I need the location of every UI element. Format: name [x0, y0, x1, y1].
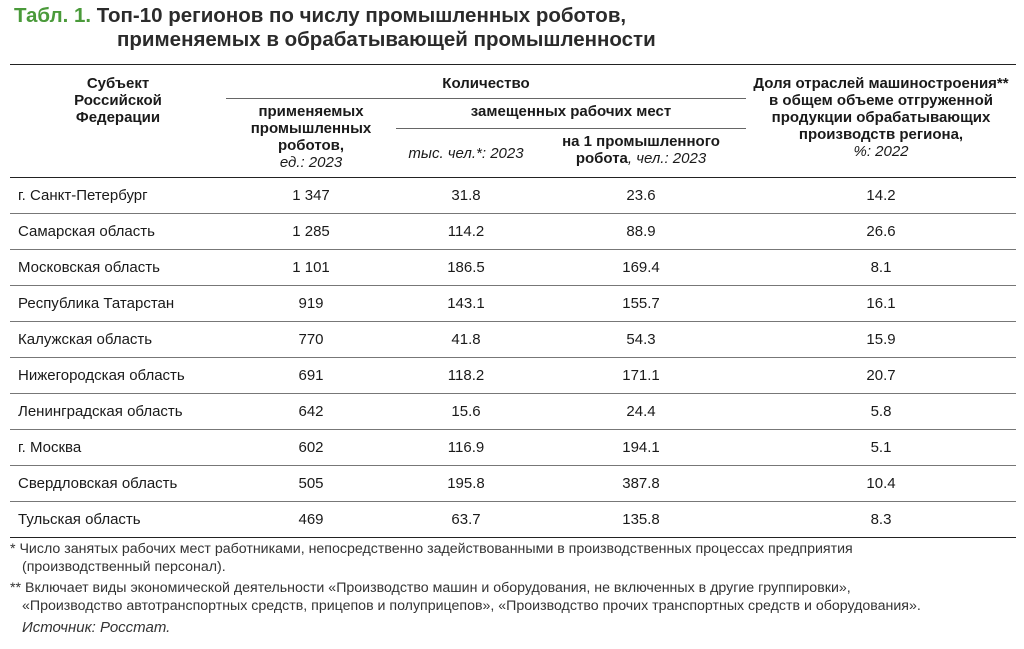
cell-replaced: 114.2 — [447, 222, 485, 240]
cell-per-robot: 169.4 — [622, 258, 660, 276]
cell-share: 20.7 — [866, 366, 896, 384]
cell-region: Ленинградская область — [18, 402, 183, 420]
table-row — [10, 466, 1016, 502]
header-region-line: Федерации — [75, 109, 161, 126]
header-per-robot-word: робота — [575, 150, 628, 168]
cell-region: Свердловская область — [18, 474, 178, 492]
header-region-line: Субъект — [86, 75, 150, 92]
cell-robots: 505 — [298, 474, 324, 492]
header-thousand-unit: тыс. чел.*: 2023 — [408, 144, 524, 162]
cell-robots: 919 — [298, 294, 324, 312]
cell-share: 14.2 — [866, 186, 896, 204]
header-per-robot-line: на 1 промышленного — [562, 133, 720, 151]
cell-region: Нижегородская область — [18, 366, 185, 384]
header-per-robot — [536, 129, 746, 178]
cell-robots: 642 — [298, 402, 324, 420]
cell-share: 10.4 — [866, 474, 896, 492]
table-row — [10, 358, 1016, 394]
header-per-robot-line — [538, 150, 744, 167]
cell-share: 5.8 — [870, 402, 892, 420]
table-row — [10, 322, 1016, 358]
header-replaced: замещенных рабочих мест — [396, 99, 746, 129]
header-thousand — [396, 129, 536, 178]
cell-per-robot: 54.3 — [626, 330, 656, 348]
cell-replaced: 116.9 — [447, 438, 485, 456]
cell-per-robot: 171.1 — [622, 366, 660, 384]
cell-replaced: 63.7 — [451, 510, 481, 528]
footnote-1-line-2: (производственный персонал). — [22, 559, 226, 575]
footnotes — [10, 540, 1016, 637]
cell-replaced: 195.8 — [447, 474, 485, 492]
cell-robots: 469 — [298, 510, 324, 528]
cell-per-robot: 387.8 — [622, 474, 660, 492]
table-row — [10, 214, 1016, 250]
header-row-1 — [10, 65, 1016, 99]
cell-per-robot: 23.6 — [626, 186, 656, 204]
cell-per-robot: 88.9 — [626, 222, 656, 240]
title-text-1: Топ-10 регионов по числу промышленных роботов, — [96, 4, 627, 27]
header-quantity: Количество — [226, 65, 746, 99]
cell-share: 8.1 — [870, 258, 892, 276]
table-title — [14, 4, 656, 52]
cell-robots: 691 — [298, 366, 324, 384]
title-text-2: применяемых в обрабатывающей промышленности — [117, 28, 656, 51]
footnote-2-line-1: ** Включает виды экономической деятельности «Производство машин и оборудования, не включенных в другие группировки», — [10, 580, 851, 596]
cell-share: 5.1 — [870, 438, 892, 456]
cell-per-robot: 24.4 — [626, 402, 656, 420]
cell-per-robot: 194.1 — [622, 438, 660, 456]
cell-robots: 1 347 — [292, 186, 330, 204]
cell-region: Московская область — [18, 258, 160, 276]
header-robots-line: промышленных — [250, 120, 372, 137]
header-share-line: Доля отраслей машиностроения** — [753, 75, 1009, 92]
table-row — [10, 502, 1016, 538]
footnote-2-line-2: «Производство автотранспортных средств, прицепов и полуприцепов», «Производство прочих транспортных средств и оборудования». — [22, 598, 921, 614]
cell-robots: 1 285 — [292, 222, 330, 240]
cell-share: 15.9 — [866, 330, 896, 348]
header-robots-line: роботов, — [277, 137, 345, 154]
header-per-robot-unit: , чел.: 2023 — [627, 150, 707, 168]
cell-per-robot: 135.8 — [622, 510, 660, 528]
header-share-unit: %: 2022 — [853, 143, 909, 160]
header-share-line: в общем объеме отгруженной — [769, 92, 993, 109]
robots-table — [10, 64, 1016, 538]
cell-region: Республика Татарстан — [18, 294, 175, 312]
header-share-line: производств региона, — [798, 126, 964, 143]
cell-share: 26.6 — [866, 222, 896, 240]
table-row — [10, 394, 1016, 430]
table-row — [10, 178, 1016, 214]
cell-replaced: 41.8 — [451, 330, 481, 348]
footnote-1-line-1: * Число занятых рабочих мест работниками, непосредственно задействованными в производственных процессах предприятия — [10, 541, 853, 557]
cell-replaced: 118.2 — [447, 366, 485, 384]
cell-region: Калужская область — [18, 330, 153, 348]
header-region-line: Российской — [74, 92, 162, 109]
cell-robots: 602 — [298, 438, 324, 456]
source-note: Источник: Росстат. — [22, 619, 171, 636]
cell-share: 16.1 — [866, 294, 896, 312]
cell-region: г. Москва — [18, 438, 82, 456]
table-row — [10, 286, 1016, 322]
cell-robots: 770 — [298, 330, 324, 348]
cell-replaced: 15.6 — [451, 402, 481, 420]
header-robots-line: применяемых — [258, 103, 364, 120]
title-line-1 — [14, 4, 656, 28]
cell-replaced: 143.1 — [447, 294, 485, 312]
table-row — [10, 430, 1016, 466]
cell-share: 8.3 — [870, 510, 892, 528]
cell-region: г. Санкт-Петербург — [18, 186, 148, 204]
cell-per-robot: 155.7 — [622, 294, 660, 312]
cell-replaced: 186.5 — [447, 258, 485, 276]
header-robots — [226, 99, 396, 178]
cell-region: Тульская область — [18, 510, 141, 528]
header-robots-unit: ед.: 2023 — [279, 154, 343, 171]
title-prefix: Табл. 1. — [14, 4, 92, 27]
table-row — [10, 250, 1016, 286]
cell-region: Самарская область — [18, 222, 155, 240]
cell-replaced: 31.8 — [451, 186, 481, 204]
header-share-line: продукции обрабатывающих — [771, 109, 991, 126]
header-region — [10, 65, 226, 178]
cell-robots: 1 101 — [292, 258, 330, 276]
header-share — [746, 65, 1016, 178]
